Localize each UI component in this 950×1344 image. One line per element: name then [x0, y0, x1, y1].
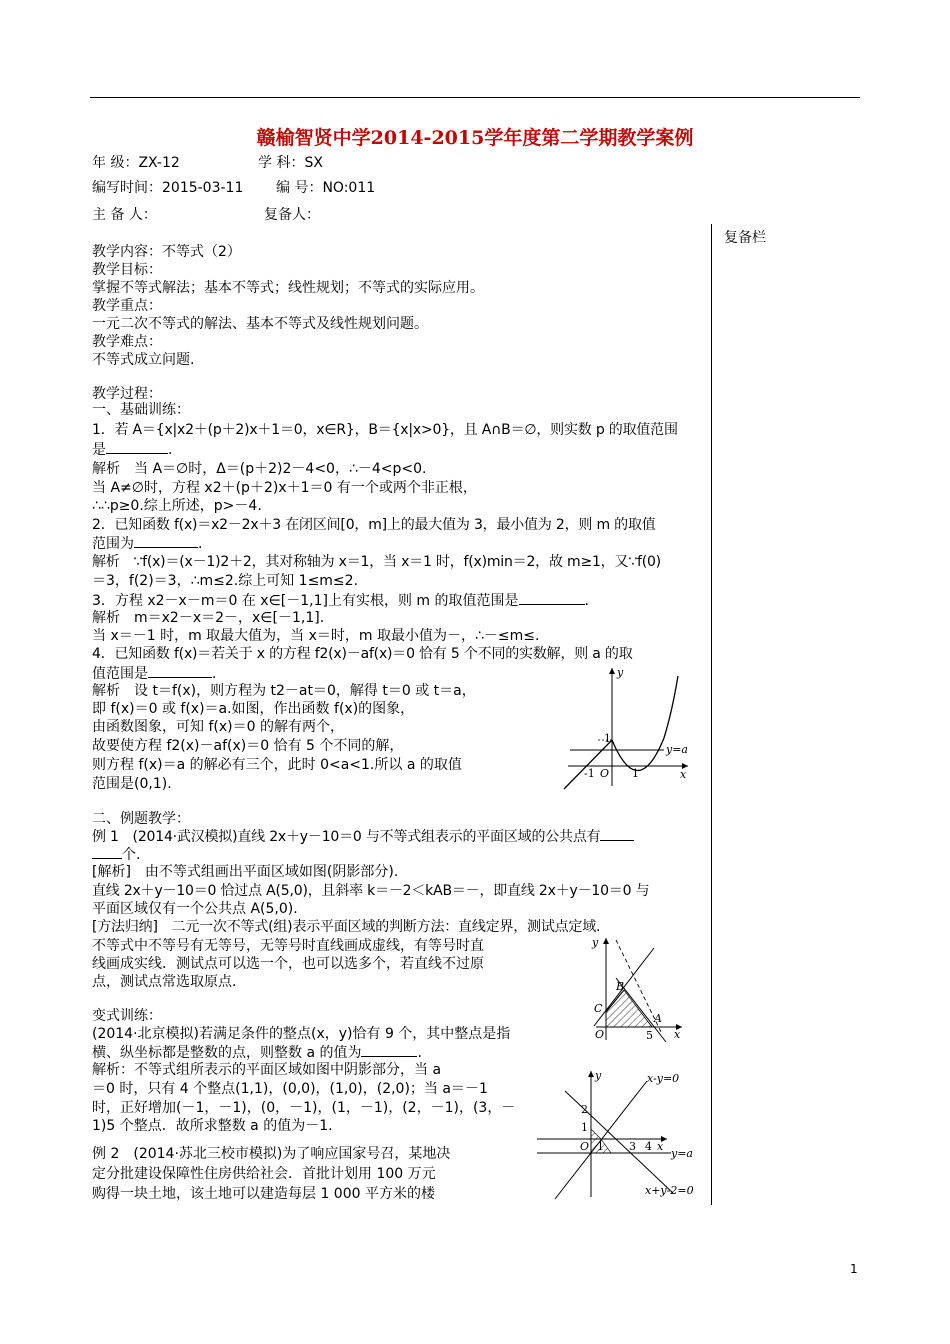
text-line: 解析 当 A＝∅时，Δ＝(p＋2)2－4<0，∴－4<p<0. — [92, 461, 427, 477]
text-line: 解析 设 t＝f(x)，则方程为 t2－at＝0，解得 t＝0 或 t＝a， — [92, 683, 476, 699]
fig3-label: O — [580, 1140, 590, 1153]
text-line: 教学内容：不等式（2） — [92, 244, 241, 260]
fig2-label: y — [592, 936, 599, 949]
text-line: 当 x＝－1 时，m 取最大值为，当 x＝时，m 取最小值为－，∴－≤m≤. — [92, 628, 540, 644]
text-line: 平面区域仅有一个公共点 A(5,0). — [92, 901, 298, 917]
text-line: 横、纵坐标都是整数的点，则整数 a 的值为 . — [92, 1045, 422, 1061]
text-line: 一元二次不等式的解法、基本不等式及线性规划问题。 — [92, 316, 428, 332]
text-line: 即 f(x)＝0 或 f(x)＝a.如图，作出函数 f(x)的图象， — [92, 701, 415, 717]
number-field: 编 号：NO:011 — [276, 180, 376, 196]
fig2-label: A — [654, 1012, 662, 1025]
text-line: 1．若 A＝{x|x2＋(p＋2)x＋1＝0，x∈R}，B＝{x|x>0}，且 A∩B＝∅，则实数 p 的取值范围 — [92, 422, 678, 438]
text-line: 解析 ∵f(x)＝(x－1)2＋2，其对称轴为 x＝1，当 x＝1 时，f(x)min＝2，故 m≥1，又∵f(0) — [92, 554, 661, 570]
text-line: 直线 2x＋y－10＝0 恰过点 A(5,0)，且斜率 k＝－2＜kAB＝－，即直线 2x＋y－10＝0 与 — [92, 883, 650, 899]
fig3-label: x-y=0 — [647, 1072, 680, 1085]
text-line: 解析：不等式组所表示的平面区域如图中阴影部分，当 a — [92, 1062, 442, 1078]
figure-region-variant — [535, 1065, 707, 1205]
text-line: 点，测试点常选取原点. — [92, 974, 237, 990]
text-line: ＝3，f(2)＝3，∴m≤2.综上可知 1≤m≤2. — [92, 573, 359, 589]
fig2-label: C — [594, 1002, 603, 1015]
fig1-label: y=a — [666, 743, 688, 756]
fig2-label: B — [616, 980, 625, 993]
fig1-label: 1 — [604, 732, 611, 745]
fig3-label: 2 — [581, 1103, 588, 1116]
page-number: 1 — [850, 1262, 858, 1276]
text-line: 故要使方程 f2(x)－af(x)＝0 恰有 5 个不同的解， — [92, 738, 404, 754]
text-line: 教学目标： — [92, 262, 162, 278]
text-line: 例 1 (2014·武汉模拟)直线 2x＋y－10＝0 与不等式组表示的平面区域的公共点有 — [92, 827, 634, 846]
fig3-label: 3 — [629, 1140, 636, 1153]
fig1-label: 1 — [632, 767, 639, 780]
figure-function-graph — [560, 662, 700, 790]
text-line: 线画成实线．测试点可以选一个，也可以选多个，若直线不过原 — [92, 956, 484, 972]
text-line: 范围是(0,1). — [92, 776, 172, 792]
text-line: 教学重点： — [92, 298, 162, 314]
text-line: 教学过程： — [92, 386, 162, 402]
fig3-label: 1 — [597, 1140, 604, 1153]
text-line: 由函数图象，可知 f(x)＝0 的解有两个， — [92, 719, 344, 735]
text-line: 解析 m＝x2－x＝2－，x∈[－1,1]. — [92, 610, 325, 626]
text-line: 个. — [92, 845, 140, 864]
text-line: 3．方程 x2－x－m＝0 在 x∈[－1,1]上有实根，则 m 的取值范围是 . — [92, 593, 589, 609]
fig3-label: 1 — [581, 1121, 588, 1134]
text-line: [解析] 由不等式组画出平面区域如图(阴影部分). — [92, 864, 399, 880]
sidebar-label: 复备栏 — [724, 230, 766, 246]
preparer-field: 主 备 人： — [92, 207, 157, 223]
text-line: 定分批建设保障性住房供给社会．首批计划用 100 万元 — [92, 1166, 436, 1182]
text-line: 例 2 (2014·苏北三校市模拟)为了响应国家号召，某地决 — [92, 1146, 451, 1162]
text-line: 值范围是 . — [92, 666, 217, 682]
text-line: 不等式成立问题. — [92, 352, 195, 368]
fig3-label: x — [657, 1140, 664, 1153]
text-line: (2014·北京模拟)若满足条件的整点(x，y)恰有 9 个，其中整点是指 — [92, 1026, 511, 1042]
text-line: 2．已知函数 f(x)＝x2－2x＋3 在闭区间[0，m]上的最大值为 3，最小值为 2，则 m 的取值 — [92, 517, 656, 533]
text-line: [方法归纳] 二元一次不等式(组)表示平面区域的判断方法：直线定界，测试点定域. — [92, 919, 601, 935]
fig3-label: y=a — [671, 1147, 693, 1160]
text-line: ＝0 时，只有 4 个整点(1,1)，(0,0)，(1,0)，(2,0)；当 a＝－1 — [92, 1081, 488, 1097]
text-line: 是 . — [92, 442, 173, 458]
text-line: 掌握不等式解法；基本不等式；线性规划；不等式的实际应用。 — [92, 280, 484, 296]
fig2-label: 5 — [646, 1029, 653, 1042]
text-line: 4．已知函数 f(x)＝若关于 x 的方程 f2(x)－af(x)＝0 恰有 5 个不同的实数解，则 a 的取 — [92, 646, 633, 662]
text-line: 1)5 个整点．故所求整数 a 的值为－1. — [92, 1118, 333, 1134]
sidebar-divider — [711, 224, 712, 1205]
figure-region-example1 — [586, 934, 686, 1044]
fig1-label: O — [600, 767, 610, 780]
text-line: 二、例题教学： — [92, 811, 190, 827]
grade-field: 年 级：ZX-12 — [92, 155, 180, 171]
fig3-label: 4 — [645, 1140, 652, 1153]
fig2-label: O — [595, 1028, 605, 1041]
text-line: 变式训练： — [92, 1008, 162, 1024]
text-line: 购得一块土地，该土地可以建造每层 1 000 平方米的楼 — [92, 1186, 435, 1202]
page-title: 赣榆智贤中学2014-2015学年度第二学期教学案例 — [256, 127, 694, 149]
text-line: 教学难点： — [92, 334, 162, 350]
copreparer-field: 复备人： — [264, 207, 320, 223]
text-line: ∴∴p≥0.综上所述，p>－4. — [92, 498, 262, 514]
written-date-field: 编写时间：2015-03-11 — [92, 180, 244, 196]
fig2-label: x — [674, 1028, 681, 1041]
subject-field: 学 科：SX — [258, 155, 323, 171]
text-line: 则方程 f(x)＝a 的解必有三个，此时 0<a<1.所以 a 的取值 — [92, 757, 462, 773]
fig1-label: y — [617, 666, 624, 679]
header-rule — [90, 97, 860, 98]
fig3-label: x+y-2=0 — [645, 1184, 694, 1197]
text-line: 范围为 . — [92, 536, 203, 552]
text-line: 一、基础训练： — [92, 402, 190, 418]
text-line: 不等式中不等号有无等号，无等号时直线画成虚线，有等号时直 — [92, 938, 484, 954]
text-line: 当 A≠∅时，方程 x2＋(p＋2)x＋1＝0 有一个或两个非正根， — [92, 480, 477, 496]
fig1-label: -1 — [584, 767, 595, 780]
text-line: 时，正好增加(－1，－1)，(0，－1)，(1，－1)，(2，－1)，(3，－ — [92, 1100, 516, 1116]
fig1-label: x — [680, 768, 687, 781]
fig3-label: y — [595, 1069, 602, 1082]
